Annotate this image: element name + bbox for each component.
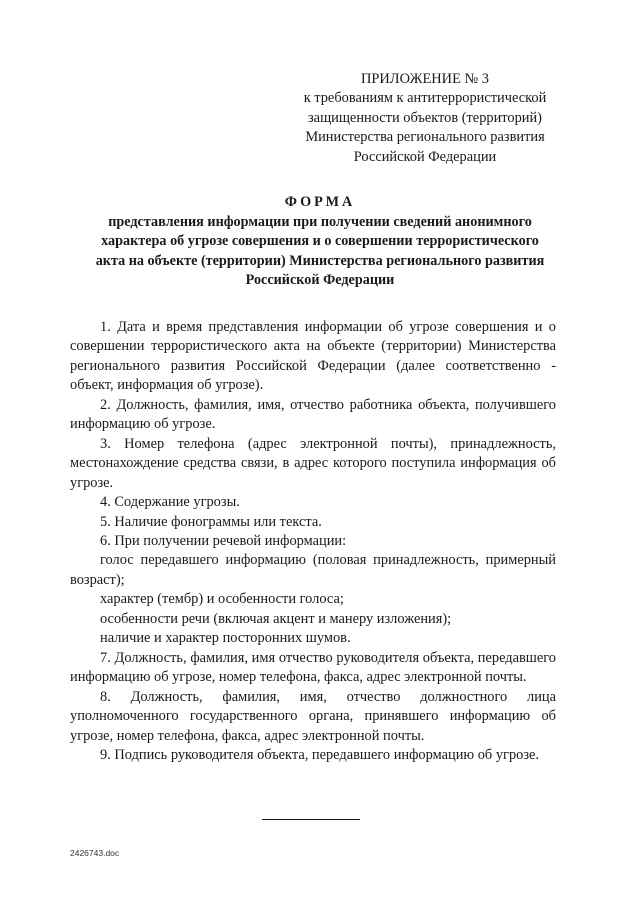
paragraph-item-3: 3. Номер телефона (адрес электронной почты), принадлежность, местонахождение средства связи, в адрес которого поступила информация об угрозе. (70, 435, 556, 491)
paragraph-item-5: 5. Наличие фонограммы или текста. (100, 513, 322, 530)
appendix-subtitle-line: Министерства регионального развития (305, 129, 545, 146)
form-title-line: представления информации при получении сведений анонимного (108, 213, 532, 230)
form-title (60, 193, 580, 291)
end-rule (262, 819, 360, 820)
paragraph-item-7: 7. Должность, фамилия, имя отчество руководителя объекта, передавшего информацию об угрозе, номер телефона, факса, адрес электронной почты. (70, 649, 556, 686)
form-body (70, 318, 556, 765)
appendix-subtitle-line: защищенности объектов (территорий) (308, 109, 542, 126)
paragraph-item-4: 4. Содержание угрозы. (100, 494, 240, 511)
appendix-header (290, 70, 560, 167)
form-heading: ФОРМА (284, 194, 356, 210)
appendix-subtitle-line: к требованиям к антитеррористической (303, 90, 547, 107)
paragraph-item-2: 2. Должность, фамилия, имя, отчество работника объекта, получившего информацию об угрозе. (70, 396, 556, 433)
paragraph-item-1: 1. Дата и время представления информации об угрозе совершения и о совершении террористического акта на объекте (территории) Министерства регионального развития Российской Федерации (далее соответственно - объект, информация об угрозе). (70, 319, 556, 394)
paragraph-subitem-noise: наличие и характер посторонних шумов. (100, 630, 351, 647)
paragraph-subitem-voice: голос передавшего информацию (половая принадлежность, примерный возраст); (70, 552, 556, 588)
form-title-line: акта на объекте (территории) Министерства регионального развития (95, 252, 545, 269)
appendix-subtitle-line: Российской Федерации (353, 148, 497, 165)
form-title-line: Российской Федерации (245, 272, 395, 289)
footer-filename: 2426743.doc (70, 848, 120, 858)
form-title-line: характера об угрозе совершения и о совершении террористического (101, 233, 539, 250)
appendix-title: ПРИЛОЖЕНИЕ № 3 (361, 71, 489, 87)
paragraph-item-8: 8. Должность, фамилия, имя, отчество должностного лица уполномоченного государственного органа, принявшего информацию об угрозе, номер телефона, факса, адрес электронной почты. (70, 688, 556, 744)
paragraph-item-9: 9. Подпись руководителя объекта, передавшего информацию об угрозе. (100, 746, 540, 763)
paragraph-item-6: 6. При получении речевой информации: (100, 532, 347, 549)
paragraph-subitem-speech: особенности речи (включая акцент и манеру изложения); (100, 610, 452, 627)
paragraph-subitem-timbre: характер (тембр) и особенности голоса; (100, 591, 344, 608)
